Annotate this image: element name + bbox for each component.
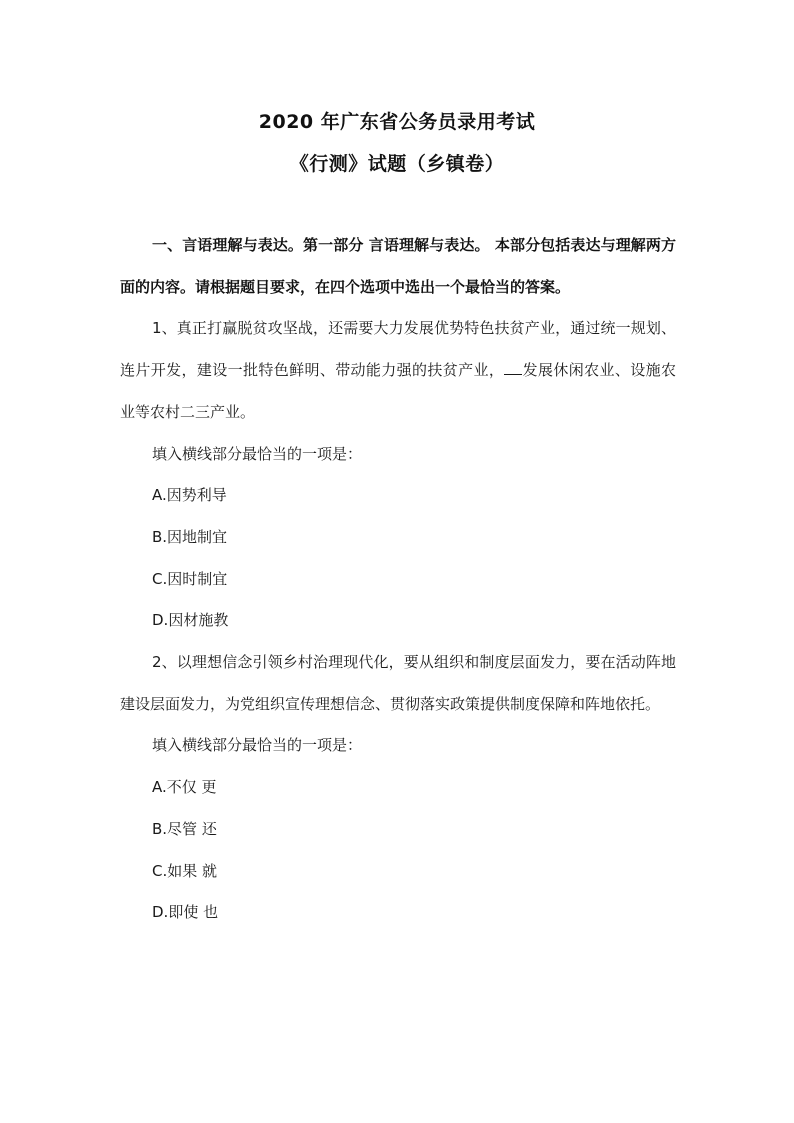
question-1-prompt: 填入横线部分最恰当的一项是： xyxy=(152,444,363,463)
question-2-option-d: D.即使 也 xyxy=(152,903,219,922)
question-2-option-a: A.不仅 更 xyxy=(152,778,217,797)
section-heading: 一、言语理解与表达。第一部分 言语理解与表达。 本部分包括表达与理解两方面的内容。请根据题目要求，在四个选项中选出一个最恰当的答案。 xyxy=(120,236,676,296)
document-subtitle: 《行测》试题（乡镇卷） xyxy=(289,153,505,175)
question-1-stem-part1: 1、真正打赢脱贫攻坚战，还需要大力发展优势特色扶贫产业，通过统一规划、连片开发，建设一批特色鲜明、带动能力强的扶贫产业， xyxy=(120,319,676,380)
question-2-option-c: C.如果 就 xyxy=(152,861,218,880)
question-2-option-b: B.尽管 还 xyxy=(152,819,217,838)
question-1-stem-part2: 发展休闲农业、设施农业等农村二三产业。 xyxy=(120,361,676,421)
question-1-stem xyxy=(120,308,676,433)
question-1-blank xyxy=(504,360,522,375)
question-2-prompt: 填入横线部分最恰当的一项是： xyxy=(152,736,363,755)
question-1-option-a: A.因势利导 xyxy=(152,486,227,505)
question-1-option-c: C.因时制宜 xyxy=(152,569,228,588)
question-2-stem: 2、以理想信念引领乡村治理现代化，要从组织和制度层面发力，要在活动阵地建设层面发力，为党组织宣传理想信念、贯彻落实政策提供制度保障和阵地依托。 xyxy=(120,653,676,713)
question-1-option-b: B.因地制宜 xyxy=(152,527,228,546)
document-title: 2020 年广东省公务员录用考试 xyxy=(258,111,536,133)
question-1-option-d: D.因材施教 xyxy=(152,611,229,630)
document-body xyxy=(120,225,676,934)
